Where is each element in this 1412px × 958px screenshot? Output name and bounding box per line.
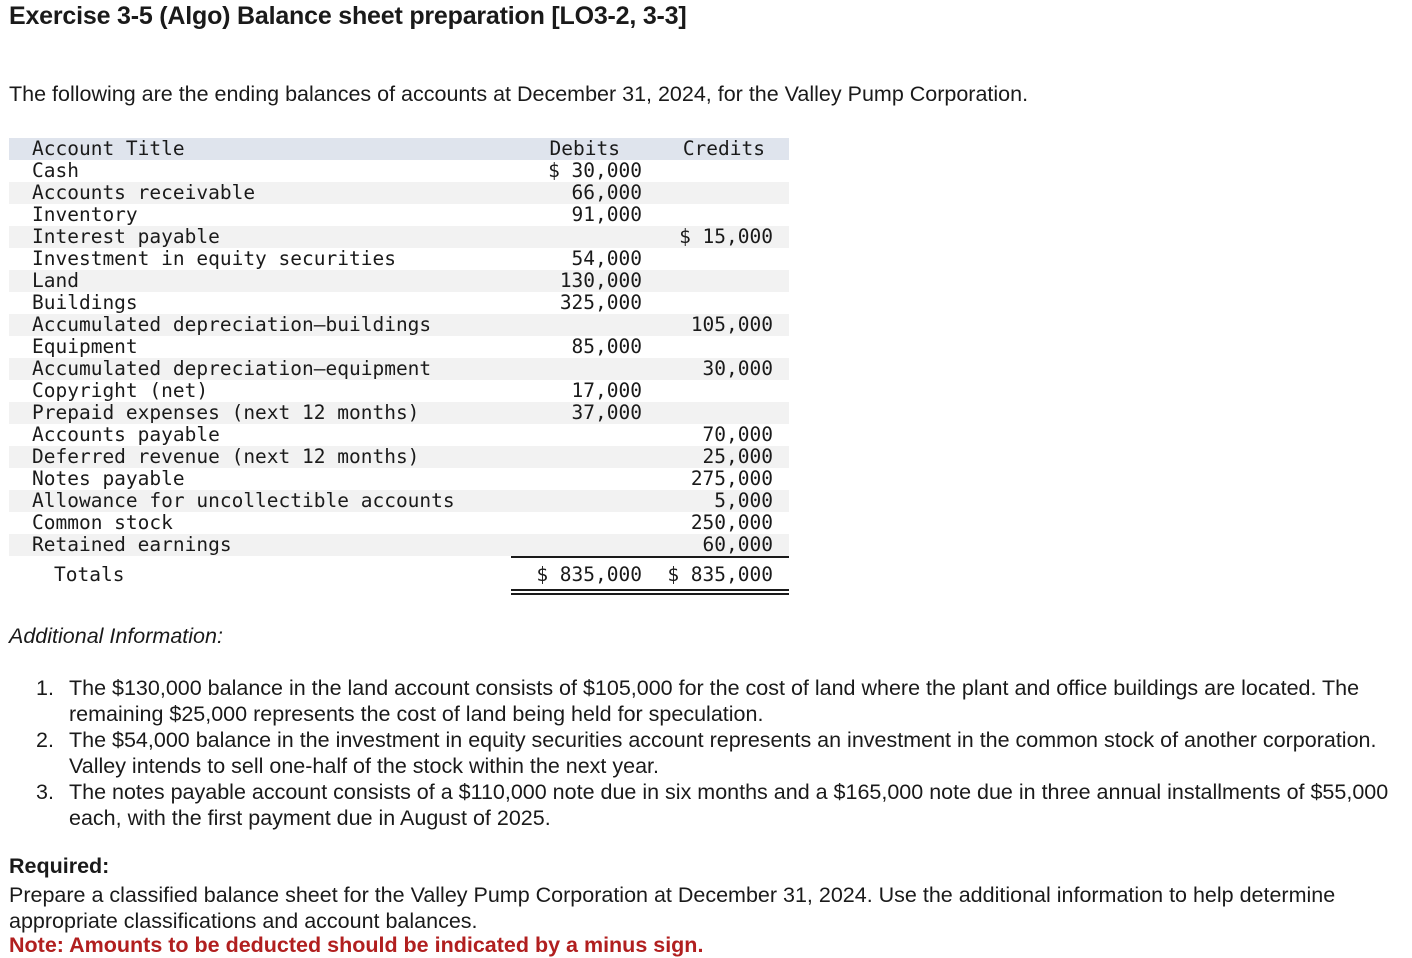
account-title-cell: Inventory (32, 203, 138, 226)
total-underline (511, 556, 789, 558)
list-item (36, 727, 1406, 779)
account-title-cell: Accumulated depreciation—equipment (32, 357, 432, 380)
debit-cell: 66,000 (571, 181, 642, 204)
table-row (9, 270, 789, 292)
debit-cell: 37,000 (571, 401, 642, 424)
list-item-text: The $54,000 balance in the investment in equity securities account represents an investment in the common stock of another corporation. Valley intends to sell one-half of the stock within the next year. (69, 728, 1377, 778)
table-row (9, 402, 789, 424)
list-item-number: 1. (36, 676, 54, 700)
table-row (9, 424, 789, 446)
account-title-cell: Investment in equity securities (32, 247, 396, 270)
credit-cell: 70,000 (702, 423, 773, 446)
trial-balance-table (9, 137, 789, 586)
table-row (9, 292, 789, 314)
debit-cell: 325,000 (559, 291, 642, 314)
account-title-cell: Copyright (net) (32, 379, 209, 402)
header-debits: Debits (549, 137, 620, 160)
debit-cell: 85,000 (571, 335, 642, 358)
debit-cell: 91,000 (571, 203, 642, 226)
table-row (9, 204, 789, 226)
account-title-cell: Allowance for uncollectible accounts (32, 489, 455, 512)
table-row (9, 182, 789, 204)
debit-cell: $ 30,000 (548, 159, 642, 182)
required-text: Prepare a classified balance sheet for the Valley Pump Corporation at December 31, 2024. Use the additional information to help determine appropriate classifications and account balances. (9, 883, 1336, 933)
account-title-cell: Notes payable (32, 467, 185, 490)
table-row (9, 468, 789, 490)
table-header-row (9, 138, 789, 160)
account-title-cell: Cash (32, 159, 79, 182)
additional-info-heading: Additional Information: (9, 624, 223, 648)
list-item (36, 779, 1406, 831)
list-item-number: 3. (36, 780, 54, 804)
header-credits: Credits (682, 137, 765, 160)
totals-credit: $ 835,000 (667, 563, 773, 586)
exercise-title: Exercise 3-5 (Algo) Balance sheet preparation [LO3-2, 3-3] (9, 2, 687, 30)
credit-cell: 30,000 (702, 357, 773, 380)
credit-cell: 275,000 (690, 467, 773, 490)
table-row (9, 534, 789, 556)
account-title-cell: Interest payable (32, 225, 220, 248)
totals-label: Totals (54, 563, 125, 586)
table-row (9, 336, 789, 358)
credit-cell: 105,000 (690, 313, 773, 336)
required-heading: Required: (9, 854, 110, 878)
totals-debit: $ 835,000 (536, 563, 642, 586)
debit-cell: 130,000 (559, 269, 642, 292)
table-row (9, 490, 789, 512)
account-title-cell: Accounts receivable (32, 181, 256, 204)
table-row (9, 248, 789, 270)
debit-cell: 17,000 (571, 379, 642, 402)
minus-sign-note: Note: Amounts to be deducted should be indicated by a minus sign. (9, 933, 704, 957)
debit-cell: 54,000 (571, 247, 642, 270)
account-title-cell: Buildings (32, 291, 138, 314)
table-row (9, 226, 789, 248)
list-item (36, 675, 1406, 727)
account-title-cell: Land (32, 269, 79, 292)
table-row (9, 446, 789, 468)
account-title-cell: Prepaid expenses (next 12 months) (32, 401, 420, 424)
double-underline-top (511, 589, 789, 591)
totals-row (9, 564, 789, 586)
account-title-cell: Equipment (32, 335, 138, 358)
list-item-number: 2. (36, 728, 54, 752)
account-title-cell: Retained earnings (32, 533, 232, 556)
account-title-cell: Accumulated depreciation—buildings (32, 313, 432, 336)
additional-info-list (36, 675, 1406, 831)
double-underline-bottom (511, 593, 789, 595)
credit-cell: 60,000 (702, 533, 773, 556)
credit-cell: 5,000 (714, 489, 773, 512)
table-row (9, 358, 789, 380)
account-title-cell: Accounts payable (32, 423, 220, 446)
table-row (9, 512, 789, 534)
table-body (9, 160, 789, 556)
credit-cell: 250,000 (690, 511, 773, 534)
header-account-title: Account Title (32, 137, 185, 160)
table-row (9, 314, 789, 336)
list-item-text: The notes payable account consists of a $110,000 note due in six months and a $165,000 note due in three annual installments of $55,000 each, with the first payment due in August of 2025. (69, 780, 1389, 830)
credit-cell: $ 15,000 (679, 225, 773, 248)
table-row (9, 160, 789, 182)
credit-cell: 25,000 (702, 445, 773, 468)
account-title-cell: Deferred revenue (next 12 months) (32, 445, 420, 468)
table-row (9, 380, 789, 402)
intro-text: The following are the ending balances of accounts at December 31, 2024, for the Valley Pump Corporation. (9, 82, 1029, 106)
account-title-cell: Common stock (32, 511, 173, 534)
list-item-text: The $130,000 balance in the land account consists of $105,000 for the cost of land where the plant and office buildings are located. The remaining $25,000 represents the cost of land being held for speculation. (69, 676, 1360, 726)
